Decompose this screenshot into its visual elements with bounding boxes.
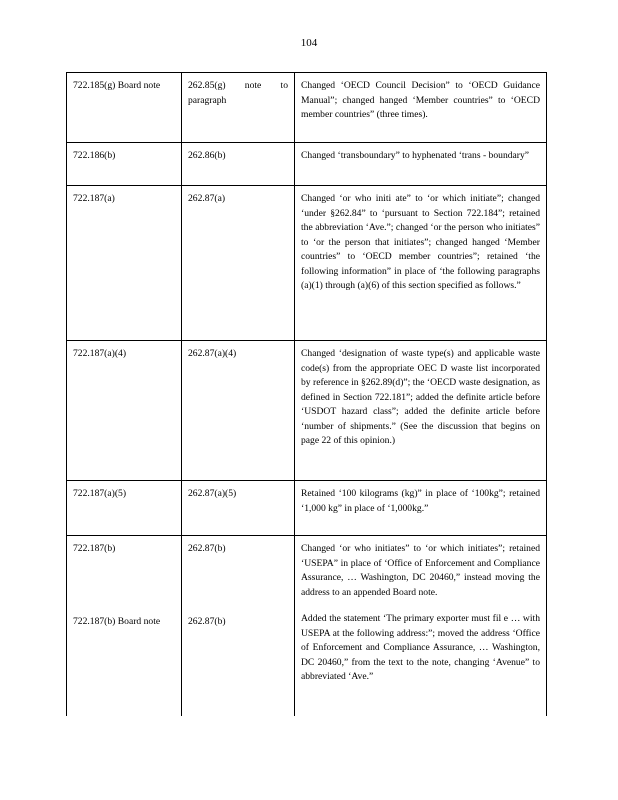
description-cell: Changed ‘designation of waste type(s) and applicable waste code(s) from the appropriate OEC D waste list incorporated by reference in §262.89(d)”; the ‘OECD waste designation, as defined in Section 722.181”; added the definite article before ‘USDOT hazard class”; added the definite article before ‘number of shipments.” (See the discussion that begins on page 22 of this opinion.) (295, 341, 547, 481)
table-row (67, 143, 547, 186)
description-cell (295, 536, 547, 716)
table-row (67, 481, 547, 536)
il-section-text-2: 722.187(b) Board note (73, 615, 161, 627)
il-section-cell: 722.187(a) (67, 186, 182, 341)
description-text-2: Added the statement ‘The primary exporter must fil e … with USEPA at the following address:”; moved the address ‘Office of Enforcement and Compliance Assurance, … Washington, DC 20460,” from the text to the note, changing ‘Avenue” to abbreviated ‘Ave.” (301, 613, 540, 682)
fed-section-text-2: 262.87(b) (188, 615, 226, 627)
description-cell: Changed ‘transboundary” to hyphenated ‘trans - boundary” (295, 143, 547, 186)
il-section-cell (67, 536, 182, 716)
il-section-cell: 722.185(g) Board note (67, 73, 182, 143)
il-section-cell: 722.187(a)(5) (67, 481, 182, 536)
fed-section-cell: 262.85(g) note to paragraph (182, 73, 295, 143)
table-row (67, 186, 547, 341)
description-text: Changed ‘or who initiates” to ‘or which initiates”; retained ‘USEPA” in place of ‘Office of Enforcement and Compliance Assurance, … Washington, DC 20460,” instead moving the address to an appended Board note. (301, 543, 540, 598)
page-number: 104 (300, 37, 318, 49)
fed-section-cell (182, 536, 295, 716)
description-cell: Changed ‘or who initi ate” to ‘or which initiate”; changed ‘under §262.84” to ‘pursuant to Section 722.184”; retained the abbreviation ‘Ave.”; changed ‘or the person who initiates” to ‘or the person that initiates”; changed hanged ‘Member countries” to ‘OECD member countries”; retained ‘the following information” in place of ‘the following paragraphs (a)(1) through (a)(6) of this section specified as follows.” (295, 186, 547, 341)
fed-section-cell: 262.87(a) (182, 186, 295, 341)
description-cell: Retained ‘100 kilograms (kg)” in place of ‘100kg”; retained ‘1,000 kg” in place of ‘1,000kg.” (295, 481, 547, 536)
fed-section-cell: 262.87(a)(5) (182, 481, 295, 536)
table-row (67, 536, 547, 716)
table-row (67, 341, 547, 481)
fed-section-cell: 262.87(a)(4) (182, 341, 295, 481)
il-section-cell: 722.187(a)(4) (67, 341, 182, 481)
il-section-cell: 722.186(b) (67, 143, 182, 186)
fed-section-text: 262.87(b) (188, 543, 226, 554)
comparison-table (66, 72, 547, 716)
fed-section-cell: 262.86(b) (182, 143, 295, 186)
table-row (67, 73, 547, 143)
description-cell: Changed ‘OECD Council Decision” to ‘OECD Guidance Manual”; changed hanged ‘Member countries” to ‘OECD member countries” (three times). (295, 73, 547, 143)
il-section-text: 722.187(b) (73, 543, 116, 554)
